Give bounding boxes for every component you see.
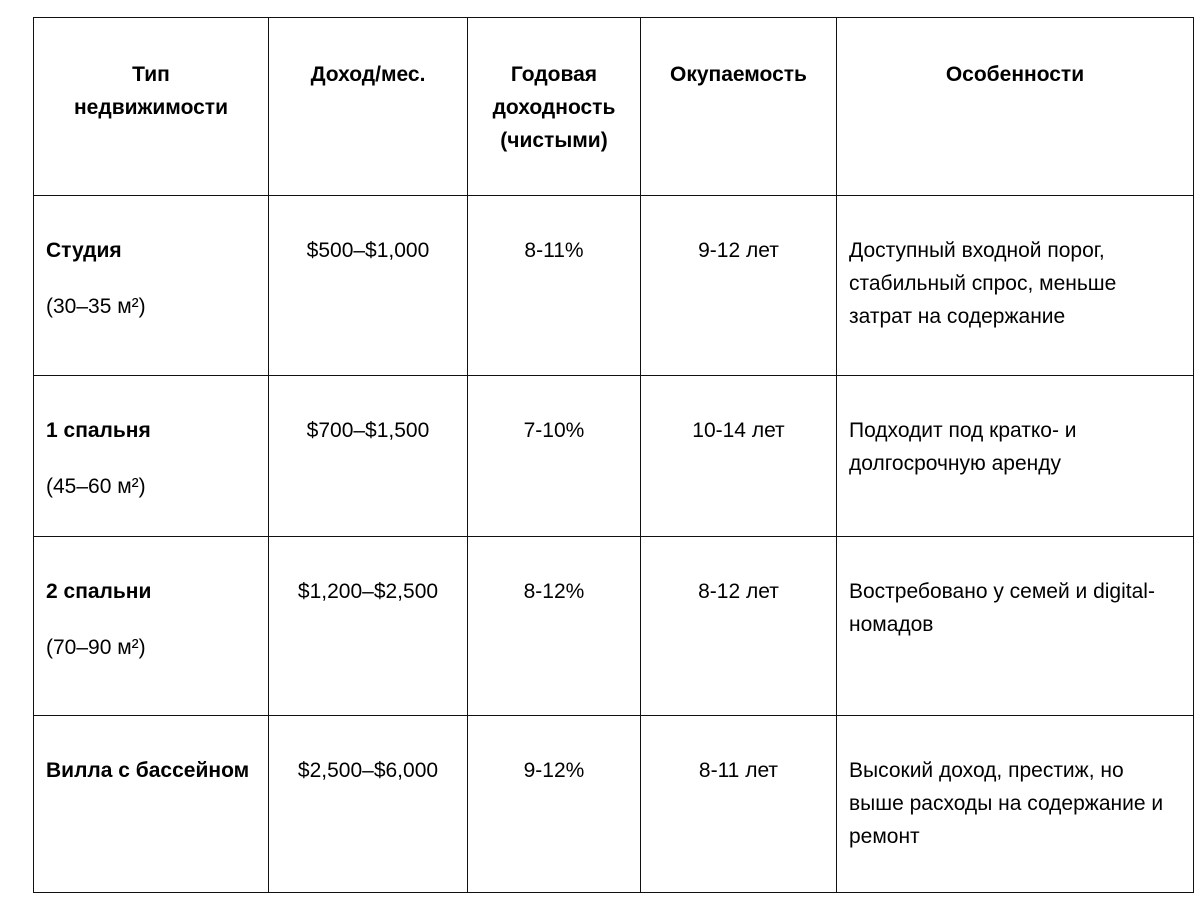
type-cell	[34, 376, 269, 537]
payback-cell: 8-12 лет	[640, 537, 836, 716]
features-cell: Подходит под кратко- и долгосрочную аренду	[836, 376, 1193, 537]
header-yield: Годовая доходность (чистыми)	[467, 18, 640, 196]
type-cell	[34, 196, 269, 376]
payback-cell: 9-12 лет	[640, 196, 836, 376]
header-type: Тип недвижимости	[34, 18, 269, 196]
yield-cell: 8-12%	[467, 537, 640, 716]
type-name: 1 спальня	[46, 419, 151, 442]
table-row	[34, 537, 1194, 716]
header-features: Особенности	[836, 18, 1193, 196]
features-cell: Высокий доход, престиж, но выше расходы на содержание и ремонт	[836, 716, 1193, 893]
header-row	[34, 18, 1194, 196]
income-cell: $700–$1,500	[268, 376, 467, 537]
type-name: 2 спальни	[46, 580, 152, 603]
property-comparison-table	[33, 17, 1194, 893]
payback-cell: 8-11 лет	[640, 716, 836, 893]
income-cell: $2,500–$6,000	[268, 716, 467, 893]
type-name: Студия	[46, 239, 122, 262]
yield-cell: 8-11%	[467, 196, 640, 376]
yield-cell: 9-12%	[467, 716, 640, 893]
features-cell: Востребовано у семей и digital-номадов	[836, 537, 1193, 716]
payback-cell: 10-14 лет	[640, 376, 836, 537]
type-name: Вилла с бассейном	[46, 759, 250, 782]
income-cell: $1,200–$2,500	[268, 537, 467, 716]
table-row	[34, 196, 1194, 376]
features-cell: Доступный входной порог, стабильный спрос, меньше затрат на содержание	[836, 196, 1193, 376]
income-cell: $500–$1,000	[268, 196, 467, 376]
yield-cell: 7-10%	[467, 376, 640, 537]
type-area: (30–35 м²)	[46, 295, 146, 318]
header-payback: Окупаемость	[640, 18, 836, 196]
table-row	[34, 716, 1194, 893]
type-cell	[34, 537, 269, 716]
type-area: (70–90 м²)	[46, 636, 146, 659]
type-cell	[34, 716, 269, 893]
type-area: (45–60 м²)	[46, 475, 146, 498]
table-row	[34, 376, 1194, 537]
header-income: Доход/мес.	[268, 18, 467, 196]
